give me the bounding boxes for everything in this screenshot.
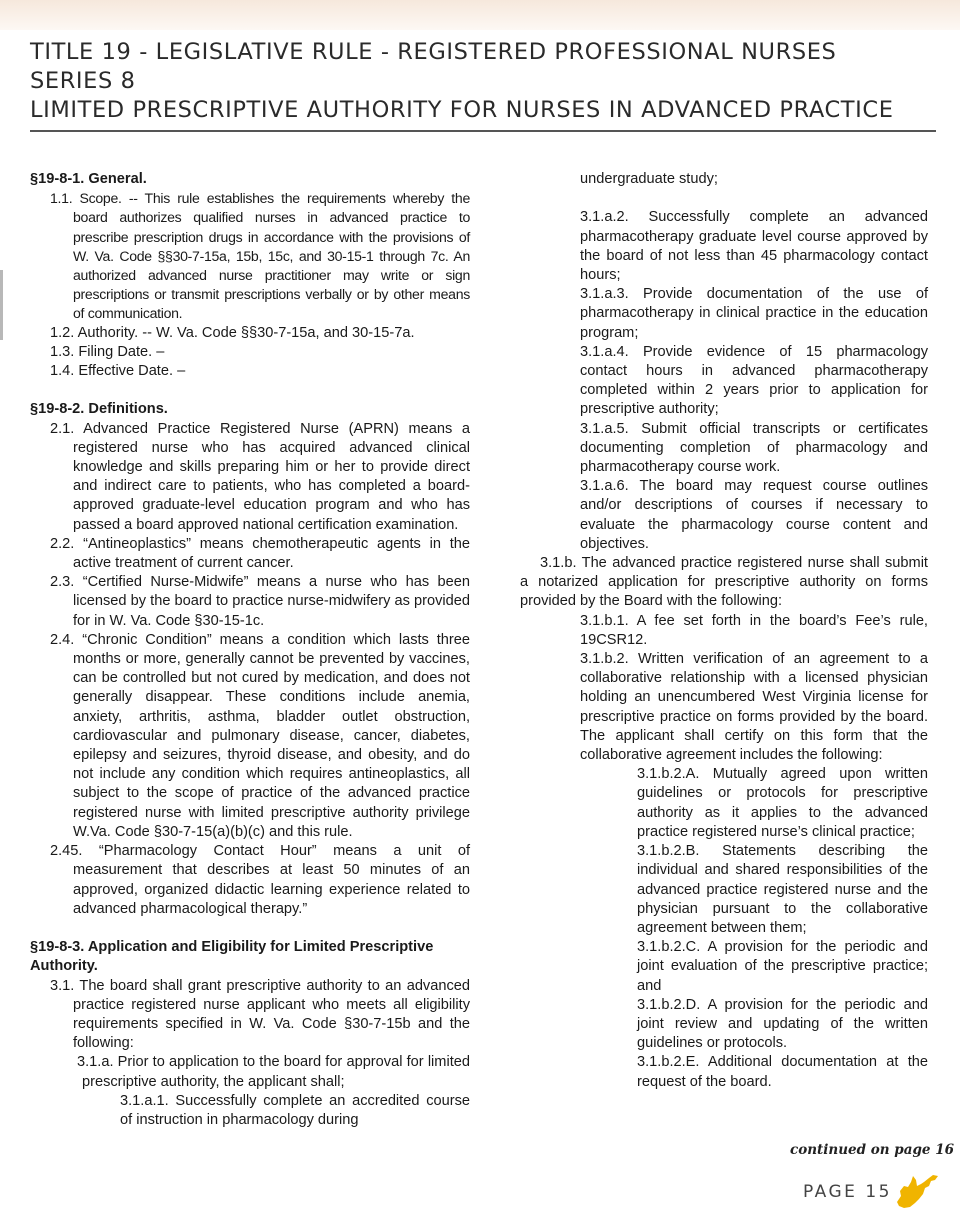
paragraph-1-4: 1.4. Effective Date. – [50, 363, 186, 380]
paragraph-3-1-a-1-continued: undergraduate study; [580, 171, 718, 187]
paragraph-1-1: 1.1. Scope. -- This rule establishes the requirements whereby the board authorizes qualified nurses in advanced practice to prescribe prescription drugs in accordance with the provisions of W. Va. Code §§30-7-15a, 15b, 15c, and 30-15-1 through 7c. An authorized advanced nurse practitioner may write or sign prescriptions or transmit prescriptions verbally or by other means of communication. [50, 190, 470, 322]
page-header [30, 38, 935, 125]
paragraph-3-1-a-6: 3.1.a.6. The board may request course outlines and/or descriptions of courses if necessary to evaluate the pharmacology course content and objectives. [580, 478, 928, 552]
paragraph-3-1: 3.1. The board shall grant prescriptive authority to an advanced practice registered nurse applicant who meets all eligibility requirements specified in W. Va. Code §30-7-15b and the following: [50, 977, 470, 1052]
header-title-line: TITLE 19 - LEGISLATIVE RULE - REGISTERED PROFESSIONAL NURSES [30, 39, 837, 65]
page-number: PAGE 15 [803, 1182, 892, 1202]
paragraph-3-1-b-2-a: 3.1.b.2.A. Mutually agreed upon written guidelines or protocols for prescriptive authority as it applies to the advanced practice registered nurse’s clinical practice; [637, 766, 928, 840]
top-decorative-band [0, 0, 960, 30]
continued-note: continued on page 16 [790, 1142, 954, 1158]
paragraph-3-1-b-1: 3.1.b.1. A fee set forth in the board’s Fee’s rule, 19CSR12. [580, 612, 928, 648]
paragraph-3-1-b-2: 3.1.b.2. Written verification of an agreement to a collaborative relationship with a licensed physician holding an unencumbered West Virginia license for prescriptive practice on forms provided by the board. The applicant shall certify on this form that the collaborative agreement includes the following: [580, 651, 928, 764]
paragraph-2-3: 2.3. “Certified Nurse-Midwife” means a nurse who has been licensed by the board to practice nurse-midwifery as provided for in W. Va. Code §30-15-1c. [50, 574, 470, 629]
paragraph-3-1-a-4: 3.1.a.4. Provide evidence of 15 pharmacology contact hours in advanced pharmacotherapy completed within 2 years prior to application for prescriptive authority; [580, 343, 928, 418]
paragraph-2-2: 2.2. “Antineoplastics” means chemotherapeutic agents in the active treatment of current cancer. [50, 535, 470, 572]
paragraph-3-1-a-5: 3.1.a.5. Submit official transcripts or certificates documenting completion of pharmacology and pharmacotherapy course work. [580, 420, 928, 476]
paragraph-3-1-b: 3.1.b. The advanced practice registered nurse shall submit a notarized application for prescriptive authority on forms provided by the Board with the following: [520, 555, 928, 610]
section-19-8-3-heading: §19-8-3. Application and Eligibility for Limited Prescriptive Authority. [30, 939, 434, 975]
right-column [520, 170, 928, 1092]
section-19-8-1-heading: §19-8-1. General. [30, 171, 147, 187]
west-virginia-state-outline-icon [895, 1172, 939, 1210]
left-column [30, 170, 470, 1130]
paragraph-1-3: 1.3. Filing Date. – [50, 343, 165, 360]
paragraph-3-1-a-3: 3.1.a.3. Provide documentation of the use of pharmacotherapy in clinical practice in the education program; [580, 286, 928, 341]
paragraph-2-4: 2.4. “Chronic Condition” means a condition which lasts three months or more, generally cannot be prevented by vaccines, can be controlled but not cured by medication, and does not generally disappear. These conditions include anemia, anxiety, arthritis, asthma, bladder outlet obstruction, cardiovascular and pulmonary disease, cancer, diabetes, epilepsy and seizures, thyroid disease, and obesity, and do not include any condition which requires antineoplastics, all subject to the scope of practice of the advanced practice registered nurse with limited prescriptive authority privilege W.Va. Code §30-7-15(a)(b)(c) and this rule. [50, 631, 470, 840]
paragraph-2-45: 2.45. “Pharmacology Contact Hour” means a unit of measurement that describes at least 50 minutes of an approved, organized didactic learning experience related to advanced pharmacological therapy.” [50, 843, 470, 917]
header-rule [30, 130, 936, 132]
paragraph-3-1-a-2: 3.1.a.2. Successfully complete an advanced pharmacotherapy graduate level course approved by the board of not less than 45 pharmacology contact hours; [580, 209, 928, 283]
paragraph-3-1-a: 3.1.a. Prior to application to the board for approval for limited prescriptive authority, the applicant shall; [77, 1054, 470, 1090]
paragraph-3-1-a-1: 3.1.a.1. Successfully complete an accredited course of instruction in pharmacology during [120, 1092, 470, 1128]
section-19-8-2-heading: §19-8-2. Definitions. [30, 401, 168, 418]
paragraph-3-1-b-2-b: 3.1.b.2.B. Statements describing the individual and shared responsibilities of the advanced practice registered nurse and the physician pursuant to the collaborative agreement between them; [637, 843, 928, 936]
paragraph-2-1: 2.1. Advanced Practice Registered Nurse (APRN) means a registered nurse who has acquired advanced clinical knowledge and skills preparing him or her to provide direct and indirect care to patients, who has completed a board-approved graduate-level education program and who has passed a board approved national certification examination. [50, 420, 470, 533]
paragraph-1-2: 1.2. Authority. -- W. Va. Code §§30-7-15a, and 30-15-7a. [50, 324, 415, 341]
west-virginia-shape [897, 1175, 938, 1208]
paragraph-3-1-b-2-e: 3.1.b.2.E. Additional documentation at the request of the board. [637, 1054, 928, 1090]
paragraph-3-1-b-2-c: 3.1.b.2.C. A provision for the periodic and joint evaluation of the prescriptive practice; and [637, 939, 928, 994]
paragraph-3-1-b-2-d: 3.1.b.2.D. A provision for the periodic and joint review and updating of the written guidelines or protocols. [637, 996, 928, 1052]
header-series-line: SERIES 8 [30, 68, 136, 94]
page-edge-mark [0, 270, 3, 340]
header-subtitle-line: LIMITED PRESCRIPTIVE AUTHORITY FOR NURSES IN ADVANCED PRACTICE [30, 97, 894, 123]
